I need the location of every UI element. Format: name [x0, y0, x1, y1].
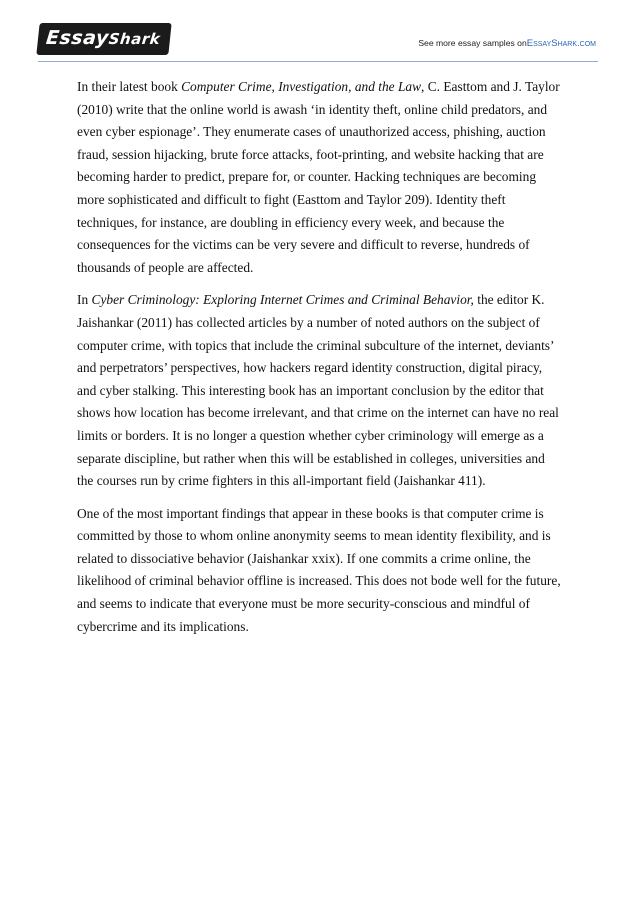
paragraph-2-post: the editor K. Jaishankar (2011) has collected articles by a number of noted authors on the subject of computer crime, with topics that include the criminal subculture of the internet, deviants’ and perpetrators’ perspectives, how hackers regard identity construction, digital piracy, and cyber stalking. This interesting book has an important conclusion by the editor that shows how location has become irrelevant, and that crime on the internet can have no real limits or borders. It is no longer a question whether cyber criminology will emerge as a separate discipline, but rather when this will be established in colleges, universities and the courses run by crime fighters in this all-important field (Jaishankar 411). [77, 292, 559, 489]
paragraph-1 [77, 76, 563, 279]
page-header [38, 22, 598, 62]
paragraph-2 [77, 289, 563, 492]
paragraph-2-pre: In [77, 292, 92, 308]
header-promo-link[interactable] [418, 38, 596, 49]
header-divider [38, 61, 598, 62]
paragraph-3: One of the most important findings that appear in these books is that computer crime is committed by those to whom online anonymity seems to mean identity flexibility, and is related to dissociative behavior (Jaishankar xxix). If one commits a crime online, the likelihood of criminal behavior offline is increased. This does not bode well for the future, and seems to indicate that everyone must be more security-conscious and mindful of cybercrime and its implications. [77, 505, 561, 634]
essayshark-logo[interactable] [38, 24, 170, 54]
paragraph-1-post: , C. Easttom and J. Taylor (2010) write that the online world is awash ‘in identity theft, online child predators, and even cyber espionage’. They enumerate cases of unauthorized access, phishing, auction fraud, session hijacking, brute force attacks, foot-printing, and website hacking that are becoming harder to predict, prepare for, or counter. Hacking techniques are becoming more sophisticated and difficult to fight (Easttom and Taylor 209). Identity theft techniques, for instance, are doubling in efficiency every week, and because the consequences for the victims can be very severe and difficult to reverse, hundreds of thousands of people are affected. [77, 79, 560, 275]
book-title-2: Cyber Criminology: Exploring Internet Crimes and Criminal Behavior, [91, 292, 474, 308]
logo-text-main: Essay [44, 27, 110, 49]
promo-brand-link[interactable]: EssayShark.com [526, 38, 596, 49]
logo-text-second: Shark [107, 30, 162, 48]
book-title-1: Computer Crime, Investigation, and the Law [181, 79, 422, 94]
logo-wordmark [36, 23, 172, 55]
paragraph-1-pre: In their latest book [77, 79, 182, 94]
promo-text: See more essay samples on [418, 38, 527, 48]
document-body [77, 76, 563, 648]
